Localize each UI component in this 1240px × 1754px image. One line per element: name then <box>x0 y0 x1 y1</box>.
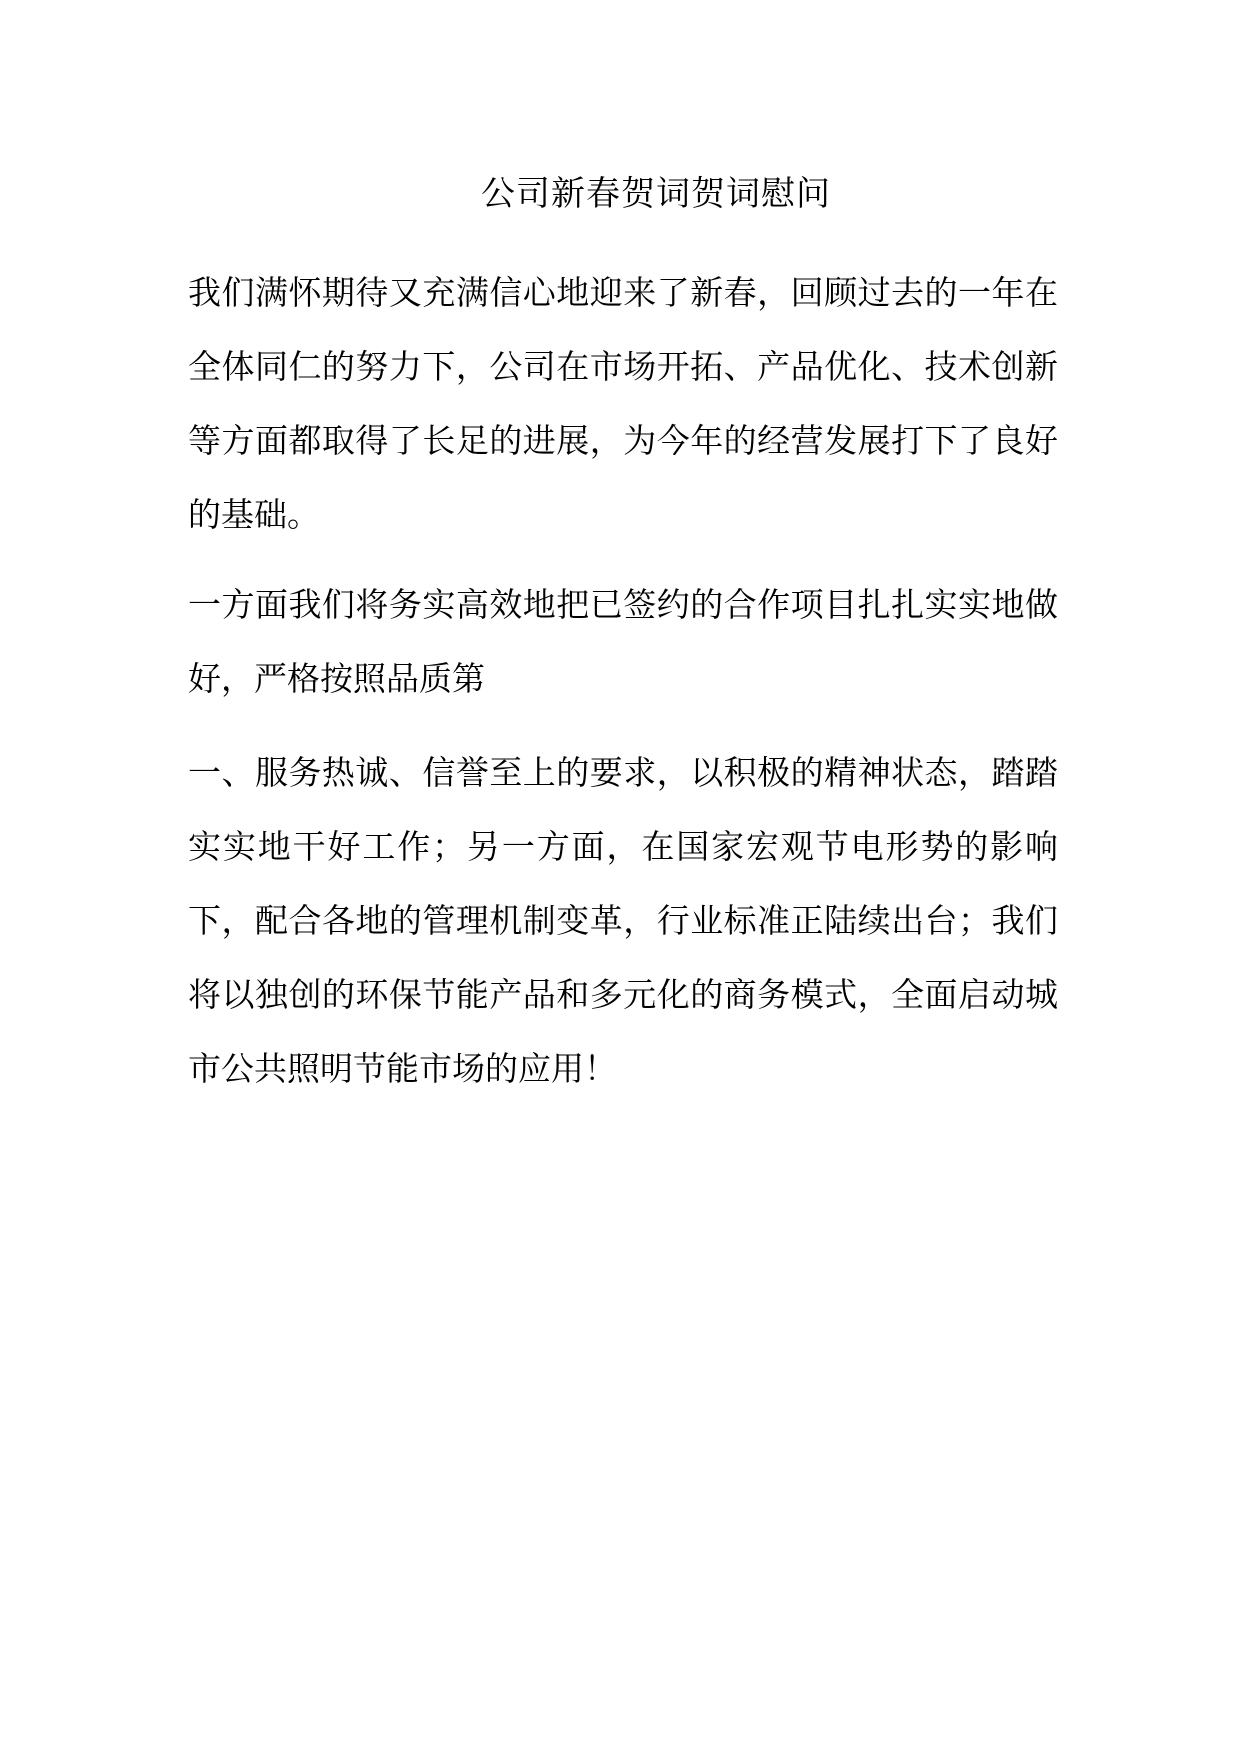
paragraph-1: 我们满怀期待又充满信心地迎来了新春，回顾过去的一年在全体同仁的努力下，公司在市场开拓、产品优化、技术创新等方面都取得了长足的进展，为今年的经营发展打下了良好的基础。 <box>188 273 1058 534</box>
paragraph-2: 一方面我们将务实高效地把已签约的合作项目扎扎实实地做好，严格按照品质第 <box>188 585 1058 698</box>
paragraph-3: 一、服务热诚、信誉至上的要求，以积极的精神状态，踏踏实实地干好工作；另一方面，在国家宏观节电形势的影响下，配合各地的管理机制变革，行业标准正陆续出台；我们将以独创的环保节能产品和多元化的商务模式，全面启动城市公共照明节能市场的应用！ <box>188 753 1058 1088</box>
document-title: 公司新春贺词贺词慰问 <box>481 174 831 214</box>
